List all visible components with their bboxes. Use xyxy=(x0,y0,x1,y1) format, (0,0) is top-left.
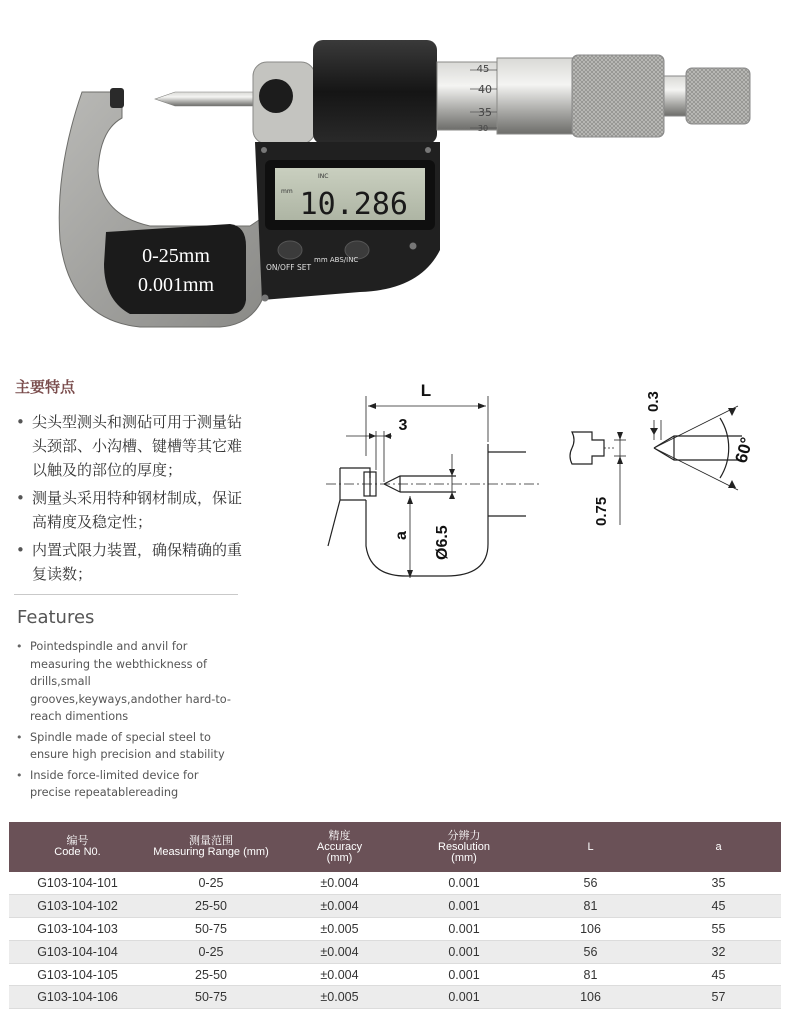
dim-label-a: a xyxy=(393,531,410,540)
table-cell: 32 xyxy=(656,940,781,963)
header-accuracy: 精度 Accuracy (mm) xyxy=(316,829,363,864)
header-L: L xyxy=(587,840,594,853)
features-en-title: Features xyxy=(17,607,95,628)
table-cell: 106 xyxy=(525,986,656,1009)
screw-icon xyxy=(410,243,417,250)
table-cell: 0-25 xyxy=(146,872,276,895)
on-off-set-label: ON/OFF SET xyxy=(266,263,312,272)
table-cell: 0.001 xyxy=(403,872,525,895)
table-cell: G103-104-103 xyxy=(9,918,146,941)
table-cell: 106 xyxy=(525,918,656,941)
dim-label-angle: 60° xyxy=(731,435,757,466)
table-cell: 50-75 xyxy=(146,986,276,1009)
table-cell: ±0.004 xyxy=(276,963,403,986)
thimble-mark: 40 xyxy=(478,83,492,96)
table-cell: ±0.004 xyxy=(276,940,403,963)
pointed-spindle xyxy=(155,92,255,106)
range-plate xyxy=(104,224,246,314)
header-range: 测量范围 Measuring Range (mm) xyxy=(153,835,269,858)
table-cell: 56 xyxy=(525,940,656,963)
table-cell: ±0.005 xyxy=(276,986,403,1009)
table-header-row xyxy=(9,822,781,872)
table-cell: 56 xyxy=(525,872,656,895)
table-row xyxy=(9,872,781,895)
thimble-mark: 35 xyxy=(478,106,492,119)
dim-label-diameter: Ø6.5 xyxy=(434,525,451,560)
dim-label-0-75: 0.75 xyxy=(593,496,610,526)
list-item: • Inside force-limited device for precise repeatablereading xyxy=(14,767,239,802)
table-row xyxy=(9,918,781,941)
table-cell: ±0.004 xyxy=(276,872,403,895)
table-cell: 0.001 xyxy=(403,963,525,986)
table-cell: 0.001 xyxy=(403,986,525,1009)
table-cell: 25-50 xyxy=(146,895,276,918)
table-cell: 0.001 xyxy=(403,918,525,941)
table-cell: 57 xyxy=(656,986,781,1009)
ratchet-neck xyxy=(664,76,686,116)
abs-inc-label: mm ABS/INC xyxy=(314,256,359,264)
table-cell: 0-25 xyxy=(146,940,276,963)
ratchet-stop[interactable] xyxy=(686,68,750,124)
table-cell: 0.001 xyxy=(403,895,525,918)
table-cell: ±0.004 xyxy=(276,895,403,918)
section-divider xyxy=(14,594,238,595)
table-cell: G103-104-106 xyxy=(9,986,146,1009)
table-cell: 0.001 xyxy=(403,940,525,963)
screw-icon xyxy=(262,295,269,302)
technical-drawing-main xyxy=(326,376,542,586)
body-top xyxy=(313,40,437,144)
lcd-inc: INC xyxy=(318,173,329,180)
list-item: • 测量头采用特种钢材制成，保证高精度及稳定性； xyxy=(14,486,246,534)
header-resolution: 分辨力 Resolution (mm) xyxy=(438,829,490,864)
list-item: • Pointedspindle and anvil for measuring the webthickness of drills,small grooves,keyways,andother hard-to-reach dimentions xyxy=(14,638,239,726)
table-cell: ±0.005 xyxy=(276,918,403,941)
table-cell: 55 xyxy=(656,918,781,941)
dim-label-0-3: 0.3 xyxy=(645,391,662,412)
list-item: • 内置式限力装置，确保精确的重复读数； xyxy=(14,538,246,586)
header-a: a xyxy=(715,840,722,853)
dim-label-3: 3 xyxy=(398,417,408,434)
table-body xyxy=(9,872,781,1009)
table-cell: G103-104-101 xyxy=(9,872,146,895)
knurled-grip[interactable] xyxy=(572,55,664,137)
thimble-mark: 30 xyxy=(477,124,489,133)
table-cell: 35 xyxy=(656,872,781,895)
lock-knob[interactable] xyxy=(259,79,293,113)
technical-drawing-detail xyxy=(562,380,757,530)
micrometer-product-image xyxy=(0,0,790,350)
table-cell: 45 xyxy=(656,963,781,986)
screw-icon xyxy=(261,147,267,153)
features-cn-title: 主要特点 xyxy=(15,378,76,396)
table-row xyxy=(9,940,781,963)
table-cell: G103-104-104 xyxy=(9,940,146,963)
screw-icon xyxy=(425,147,431,153)
table-cell: G103-104-102 xyxy=(9,895,146,918)
dim-label-L: L xyxy=(420,381,432,400)
spec-table xyxy=(9,822,781,1009)
lcd-unit: mm xyxy=(281,188,293,195)
table-cell: 50-75 xyxy=(146,918,276,941)
table-cell: 25-50 xyxy=(146,963,276,986)
table-cell: 81 xyxy=(525,895,656,918)
thimble-mark: 45 xyxy=(476,64,490,75)
frame-range-text: 0-25mm xyxy=(142,245,210,267)
table-cell: 81 xyxy=(525,963,656,986)
frame-resolution-text: 0.001mm xyxy=(137,274,215,296)
table-row xyxy=(9,986,781,1009)
on-off-set-button[interactable] xyxy=(278,241,302,259)
table-cell: G103-104-105 xyxy=(9,963,146,986)
table-row xyxy=(9,895,781,918)
features-cn-list xyxy=(14,410,246,586)
thimble[interactable] xyxy=(497,58,577,134)
list-item: • Spindle made of special steel to ensure high precision and stability xyxy=(14,729,239,764)
table-cell: 45 xyxy=(656,895,781,918)
features-en-list xyxy=(14,638,239,805)
lcd-reading: 10.286 xyxy=(299,187,408,222)
header-code: 编号 Code N0. xyxy=(54,835,101,858)
table-row xyxy=(9,963,781,986)
list-item: • 尖头型测头和测砧可用于测量钻头颈部、小沟槽、键槽等其它难以触及的部位的厚度； xyxy=(14,410,246,482)
anvil xyxy=(110,88,124,108)
